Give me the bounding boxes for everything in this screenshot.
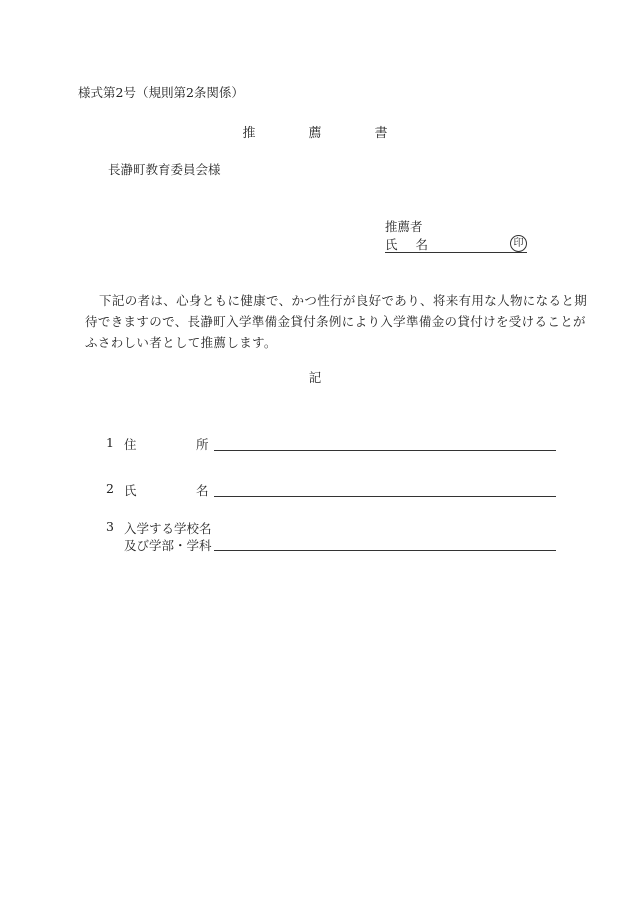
item-3-number: 3 <box>106 519 114 534</box>
body-line-1: 下記の者は、心身ともに健康で、かつ性行が良好であり、将来有用な人物になると期 <box>99 293 588 308</box>
recommender-name-label-2: 名 <box>415 237 429 252</box>
seal-icon: 印 <box>510 235 527 252</box>
recommender-label: 推薦者 <box>385 219 423 234</box>
address-field[interactable] <box>214 450 556 451</box>
body-text <box>85 290 588 353</box>
body-line-2: 待できますので、長瀞町入学準備金貸付条例により入学準備金の貸付けを受けることが <box>85 314 586 329</box>
item-2-number: 2 <box>106 481 114 496</box>
item-3-label-line1: 入学する学校名 <box>124 521 212 536</box>
body-line-3: ふさわしい者として推薦します。 <box>85 335 277 350</box>
addressee: 長瀞町教育委員会様 <box>108 162 221 177</box>
form-number: 様式第2号（規則第2条関係） <box>78 85 244 100</box>
recommender-name-label-1: 氏 <box>385 237 398 252</box>
item-2-label-a: 氏 <box>124 483 137 498</box>
name-field[interactable] <box>214 496 556 497</box>
title-char-1: 推 <box>242 126 256 141</box>
item-1-label-a: 住 <box>124 437 137 452</box>
school-field[interactable] <box>214 550 556 551</box>
item-3-label-line2: 及び学部・学科 <box>124 538 212 553</box>
recommender-name-label <box>385 235 428 253</box>
title-char-2: 薦 <box>308 126 322 141</box>
title-char-3: 書 <box>374 126 388 141</box>
item-1-label-b: 所 <box>196 437 209 452</box>
recommender-name-field[interactable] <box>385 235 527 253</box>
item-2-label-b: 名 <box>196 483 209 498</box>
ki-heading: 記 <box>308 370 322 385</box>
document-title <box>0 122 630 141</box>
item-1-number: 1 <box>106 435 114 450</box>
